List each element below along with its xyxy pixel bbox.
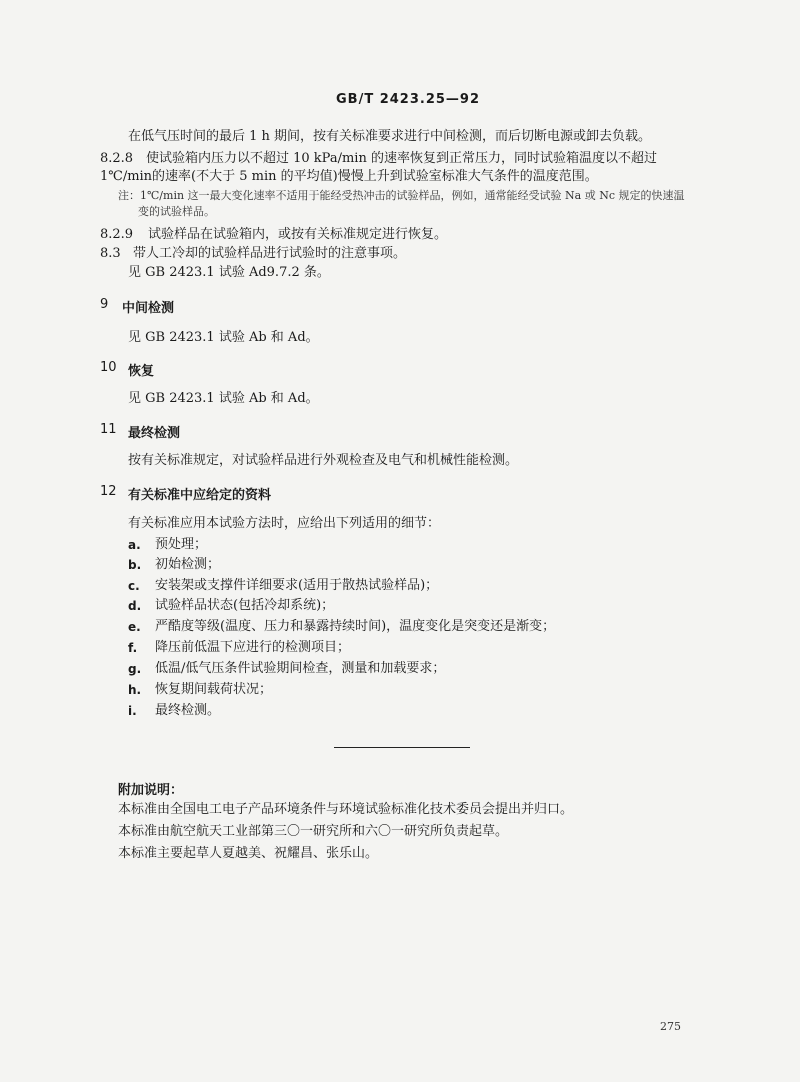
section-divider [334,747,470,748]
clause-8-2-8-line2: 1℃/min的速率(不大于 5 min 的平均值)慢慢上升到试验室标准大气条件的温度范围。 [100,169,598,184]
section-11-title: 最终检测 [128,426,181,441]
standard-number-header: GB/T 2423.25—92 [336,92,481,107]
clause-8-3-reference: 见 GB 2423.1 试验 Ad9.7.2 条。 [128,265,330,280]
list-item-label: e. [128,620,141,634]
list-item-text: 预处理； [155,537,208,552]
additional-notes-line: 本标准由航空航天工业部第三〇一研究所和六〇一研究所负责起草。 [118,824,509,839]
list-item-text: 严酷度等级(温度、压力和暴露持续时间)，温度变化是突变还是渐变； [155,619,556,634]
list-item-label: g. [128,662,142,676]
additional-notes-line: 本标准由全国电工电子产品环境条件与环境试验标准化技术委员会提出并归口。 [118,802,574,817]
clause-8-3-text: 带人工冷却的试验样品进行试验时的注意事项。 [133,246,407,261]
list-item-text: 安装架或支撑件详细要求(适用于散热试验样品)； [155,578,439,593]
list-item-label: b. [128,558,142,572]
list-item-text: 试验样品状态(包括冷却系统)； [155,598,335,613]
list-item-text: 恢复期间载荷状况； [155,682,273,697]
clause-8-2-8-line1: 使试验箱内压力以不超过 10 kPa/min 的速率恢复到正常压力，同时试验箱温度以不超过 [146,151,657,166]
list-item-label: i. [128,704,137,718]
list-item-text: 最终检测。 [155,703,221,718]
list-item-label: a. [128,538,141,552]
clause-8-2-8-number: 8.2.8 [100,151,134,166]
list-item-label: f. [128,641,138,655]
section-12-intro: 有关标准应用本试验方法时，应给出下列适用的细节： [128,516,441,531]
section-10-body: 见 GB 2423.1 试验 Ab 和 Ad。 [128,391,319,406]
list-item-text: 降压前低温下应进行的检测项目； [155,640,351,655]
list-item-label: c. [128,579,140,593]
clause-8-2-8-note-line1: 注：1℃/min 这一最大变化速率不适用于能经受热冲击的试验样品，例如，通常能经受试验 Na 或 Nc 规定的快速温 [118,189,685,202]
section-11-body: 按有关标准规定，对试验样品进行外观检查及电气和机械性能检测。 [128,453,519,468]
section-11-number: 11 [100,422,117,437]
additional-notes-line: 本标准主要起草人夏越美、祝耀昌、张乐山。 [118,846,379,861]
section-12-title: 有关标准中应给定的资料 [128,488,272,503]
list-item-label: d. [128,599,142,613]
clause-8-2-9-number: 8.2.9 [100,227,134,242]
section-10-number: 10 [100,360,117,375]
clause-continuation: 在低气压时间的最后 1 h 期间，按有关标准要求进行中间检测，而后切断电源或卸去负载。 [128,129,652,144]
clause-8-3-number: 8.3 [100,246,121,261]
clause-8-2-8-note-line2: 变的试验样品。 [138,205,215,218]
additional-notes-title: 附加说明： [118,783,184,798]
section-12-number: 12 [100,484,117,499]
section-9-body: 见 GB 2423.1 试验 Ab 和 Ad。 [128,330,319,345]
section-9-title: 中间检测 [122,301,175,316]
list-item-label: h. [128,683,142,697]
page-number: 275 [660,1020,681,1033]
list-item-text: 初始检测； [155,557,221,572]
section-10-title: 恢复 [128,364,155,379]
section-9-number: 9 [100,297,109,312]
clause-8-2-9-text: 试验样品在试验箱内，或按有关标准规定进行恢复。 [148,227,448,242]
list-item-text: 低温/低气压条件试验期间检查，测量和加载要求； [155,661,446,676]
